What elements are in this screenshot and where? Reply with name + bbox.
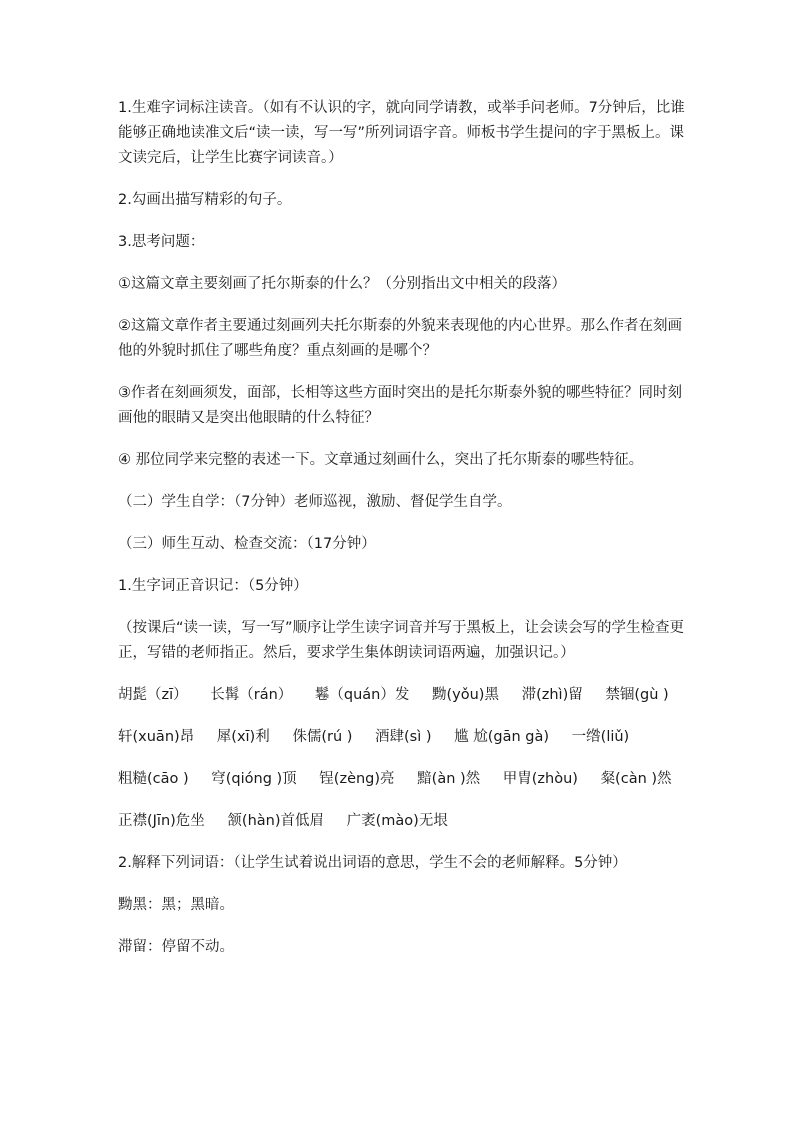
section-heading: （二）学生自学：（7分钟）老师巡视，激励、督促学生自学。 (118, 494, 512, 510)
vocab-item: 侏儒(rú ) (292, 729, 353, 745)
paragraph: 1.生难字词标注读音。（如有不认识的字，就向同学请教，或举手问老师。7分钟后，比谁能够正确地读准文后“读一读，写一写”所列词语字音。师板书学生提问的字于黑板上。课文读完后，让学生比赛字词读音。） (118, 100, 685, 166)
vocab-item: 黯(àn )然 (417, 771, 481, 787)
vocab-row (118, 725, 688, 750)
vocab-row (118, 767, 688, 792)
vocab-item: 滞(zhì)留 (521, 687, 583, 703)
paragraph: ③作者在刻画须发，面部，长相等这些方面时突出的是托尔斯泰外貌的哪些特征？同时刻画他的眼睛又是突出他眼睛的什么特征？ (118, 385, 682, 426)
paragraph: 3.思考问题： (118, 234, 205, 250)
vocab-item: 黝(yǒu)黑 (432, 687, 499, 703)
vocab-item: 穹(qióng )顶 (211, 771, 297, 787)
vocab-item: 尴 尬(gān gà) (454, 729, 550, 745)
vocab-item: 轩(xuān)昂 (118, 729, 195, 745)
paragraph: ①这篇文章主要刻画了托尔斯泰的什么？（分别指出文中相关的段落） (118, 276, 566, 292)
paragraph: 2.勾画出描写精彩的句子。 (118, 192, 292, 208)
vocab-item: 胡髭（zī） (118, 687, 188, 703)
vocab-item: 酒肆(sì ) (375, 729, 432, 745)
vocab-item: 颔(hàn)首低眉 (227, 813, 325, 829)
section-heading: （三）师生互动、检查交流：（17分钟） (118, 536, 376, 552)
paragraph: （按课后“读一读，写一写”顺序让学生读字词音并写于黑板上，让会读会写的学生检查更正，写错的老师指正。然后，要求学生集体朗读词语两遍，加强识记。） (118, 620, 685, 661)
paragraph: 2.解释下列词语：（让学生试着说出词语的意思，学生不会的老师解释。5分钟） (118, 855, 627, 871)
paragraph: ②这篇文章作者主要通过刻画列夫托尔斯泰的外貌来表现他的内心世界。那么作者在刻画他的外貌时抓住了哪些角度？重点刻画的是哪个？ (118, 318, 682, 359)
paragraph: ④ 那位同学来完整的表述一下。文章通过刻画什么，突出了托尔斯泰的哪些特征。 (118, 452, 644, 468)
vocab-item: 禁锢(gù ) (605, 687, 669, 703)
vocab-item: 锃(zèng)亮 (319, 771, 395, 787)
vocab-row (118, 809, 688, 834)
vocab-row (118, 683, 688, 708)
document-page (118, 96, 688, 977)
vocab-item: 长髯（rán） (210, 687, 293, 703)
vocab-item: 鬈（quán）发 (314, 687, 410, 703)
vocab-item: 甲胄(zhòu) (502, 771, 578, 787)
vocab-item: 犀(xī)利 (216, 729, 270, 745)
definition: 滞留：停留不动。 (118, 939, 234, 955)
vocab-item: 广袤(mào)无垠 (346, 813, 448, 829)
paragraph: 1.生字词正音识记：（5分钟） (118, 578, 308, 594)
vocab-item: 粗糙(cāo ) (118, 771, 189, 787)
definition: 黝黑：黑；黑暗。 (118, 897, 234, 913)
vocab-item: 粲(càn )然 (600, 771, 672, 787)
vocab-item: 一绺(liǔ) (571, 729, 630, 745)
vocab-item: 正襟(Jīn)危坐 (118, 813, 205, 829)
